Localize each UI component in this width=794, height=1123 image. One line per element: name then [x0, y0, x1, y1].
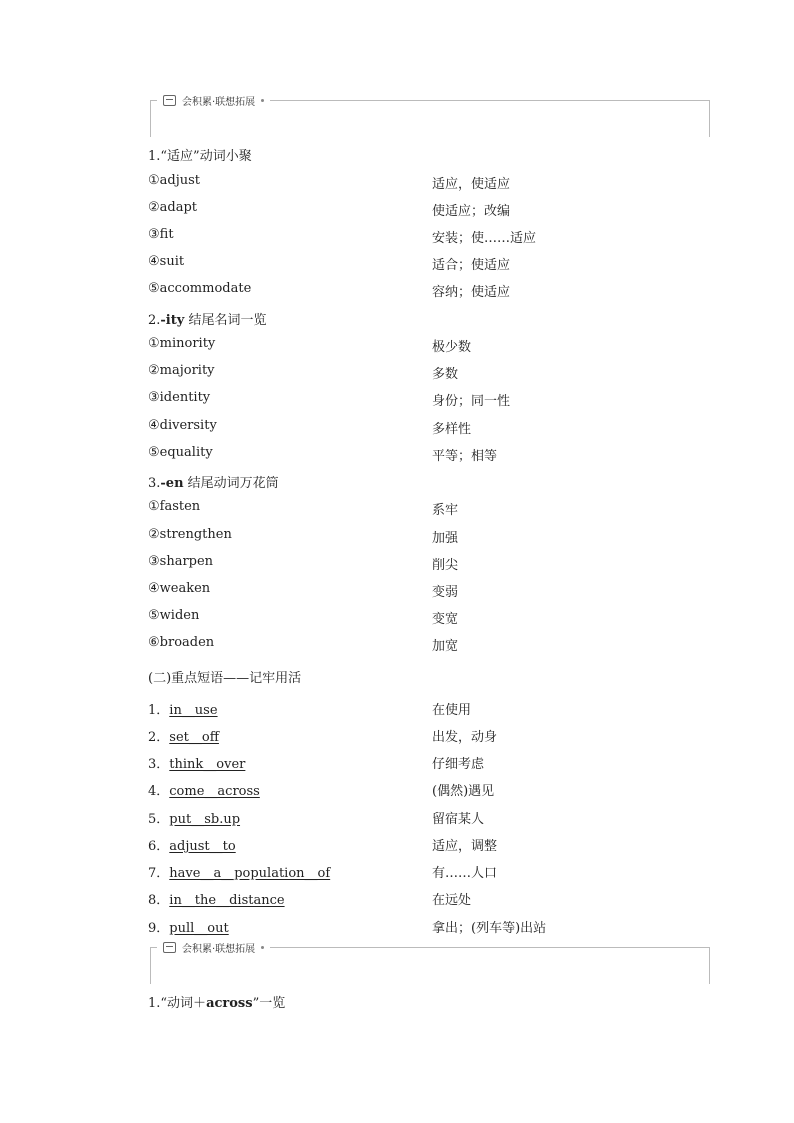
word-en: ③fit	[148, 227, 174, 242]
section-box-bottom	[150, 944, 710, 984]
dot-icon	[261, 946, 264, 949]
word-cn: 削尖	[432, 558, 459, 573]
phrase-en: come__across	[169, 784, 260, 799]
phrase-cn: 有……人口	[432, 866, 498, 881]
heading-bold: -en	[160, 476, 184, 491]
bottom-heading	[148, 992, 285, 1011]
word-cn: 身份；同一性	[432, 394, 511, 409]
phrase-cn: 出发，动身	[432, 730, 498, 745]
word-en: ①adjust	[148, 173, 201, 188]
word-en: ①minority	[148, 336, 216, 351]
word-en: ⑤accommodate	[148, 281, 252, 296]
heading-suffix: 结尾动词万花筒	[187, 476, 279, 491]
word-en: ⑥broaden	[148, 635, 215, 650]
box-header	[157, 940, 270, 955]
box-title: 会积累·联想拓展	[182, 97, 256, 108]
word-en: ②adapt	[148, 200, 198, 215]
phrase-en: put__sb.up	[169, 812, 241, 827]
word-en: ①fasten	[148, 499, 201, 514]
section-heading-3	[148, 472, 279, 491]
phrase-cn: 在远处	[432, 893, 472, 908]
phrase-num: 5．	[148, 812, 170, 827]
word-en: ②strengthen	[148, 527, 232, 542]
phrase-item	[148, 917, 229, 936]
word-en: ③identity	[148, 390, 211, 405]
phrase-num: 2．	[148, 730, 170, 745]
phrase-en: adjust__to	[169, 839, 236, 854]
heading-suffix: 结尾名词一览	[188, 313, 267, 328]
phrase-item	[148, 780, 260, 799]
word-cn: 加强	[432, 531, 459, 546]
phrase-cn: 在使用	[432, 703, 472, 718]
section-heading-2	[148, 309, 266, 328]
phrase-en: in__use	[169, 703, 218, 718]
box-title: 会积累·联想拓展	[182, 944, 256, 955]
word-cn: 多数	[432, 367, 459, 382]
phrase-num: 9．	[148, 921, 170, 936]
heading-prefix: 2.	[148, 313, 161, 328]
heading-prefix: 1.“动词＋	[148, 996, 207, 1011]
heading-bold: -ity	[160, 313, 185, 328]
heading-suffix: ”一览	[252, 996, 286, 1011]
word-en: ②majority	[148, 363, 215, 378]
phrase-en: pull__out	[169, 921, 229, 936]
phrase-item	[148, 835, 236, 854]
phrase-cn: (偶然)遇见	[432, 784, 495, 799]
phrase-en: think__over	[169, 757, 246, 772]
heading-bold: across	[206, 996, 253, 1011]
phrase-num: 6．	[148, 839, 170, 854]
word-en: ③sharpen	[148, 554, 214, 569]
phrase-cn: 拿出；(列车等)出站	[432, 921, 547, 936]
word-cn: 变宽	[432, 612, 459, 627]
phrase-cn: 适应，调整	[432, 839, 498, 854]
book-icon	[163, 942, 176, 953]
phrase-item	[148, 699, 218, 718]
word-en: ④diversity	[148, 418, 217, 433]
word-cn: 平等；相等	[432, 449, 498, 464]
word-cn: 使适应；改编	[432, 204, 511, 219]
section-box-top	[150, 97, 710, 137]
word-cn: 变弱	[432, 585, 459, 600]
phrase-en: in__the__distance	[169, 893, 285, 908]
phrase-num: 8．	[148, 893, 170, 908]
phrase-num: 7．	[148, 866, 170, 881]
phrase-item	[148, 753, 245, 772]
word-en: ⑤equality	[148, 445, 213, 460]
phrase-item	[148, 726, 219, 745]
word-cn: 容纳；使适应	[432, 285, 511, 300]
word-en: ④suit	[148, 254, 185, 269]
phrases-heading: (二)重点短语——记牢用活	[148, 671, 302, 686]
phrase-item	[148, 862, 330, 881]
section-heading-1: 1.“适应”动词小聚	[148, 149, 252, 164]
word-en: ⑤widen	[148, 608, 200, 623]
box-header	[157, 93, 270, 108]
word-cn: 系牢	[432, 503, 459, 518]
phrase-cn: 留宿某人	[432, 812, 485, 827]
heading-prefix: 3.	[148, 476, 161, 491]
phrase-num: 3．	[148, 757, 170, 772]
word-cn: 加宽	[432, 639, 459, 654]
phrase-item	[148, 808, 240, 827]
word-en: ④weaken	[148, 581, 211, 596]
phrase-en: set__off	[169, 730, 219, 745]
word-cn: 适应，使适应	[432, 177, 511, 192]
phrase-num: 4．	[148, 784, 170, 799]
word-cn: 多样性	[432, 422, 472, 437]
word-cn: 极少数	[432, 340, 472, 355]
word-cn: 安装；使……适应	[432, 231, 537, 246]
phrase-cn: 仔细考虑	[432, 757, 485, 772]
phrase-item	[148, 889, 285, 908]
book-icon	[163, 95, 176, 106]
phrase-en: have__a__population__of	[169, 866, 331, 881]
word-cn: 适合；使适应	[432, 258, 511, 273]
dot-icon	[261, 99, 264, 102]
phrase-num: 1．	[148, 703, 170, 718]
